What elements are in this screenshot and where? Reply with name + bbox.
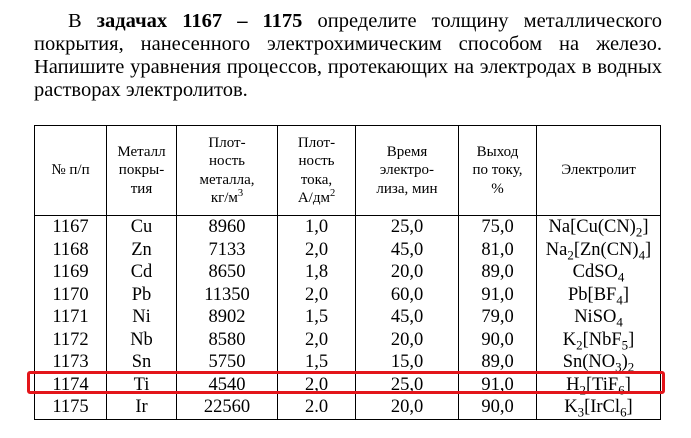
cell-yield: 89,0 <box>459 351 537 374</box>
cell-metal: Pb <box>107 284 177 307</box>
cell-electrolyte: $K_2[NbF_5]$ <box>537 329 661 352</box>
table-header-row <box>35 126 661 216</box>
cell-current-density: 1,0 <box>278 216 356 239</box>
intro-rest: определите толщину металлического покрытия, нанесенного электрохимическим способом на железо. Напишите уравнения процессов, протекающих на электродах в водных растворах электролитов. <box>34 10 662 101</box>
cell-time: 15,0 <box>356 351 459 374</box>
cell-number: 1172 <box>35 329 107 352</box>
cell-metal: Ti <box>107 374 177 397</box>
cell-electrolyte: NiSO$_4$ <box>537 306 661 329</box>
cell-metal: Nb <box>107 329 177 352</box>
table-row <box>35 216 661 239</box>
cell-number: 1169 <box>35 261 107 284</box>
cell-electrolyte: $H_2[TiF_6]$ <box>537 374 661 397</box>
cell-time: 45,0 <box>356 239 459 262</box>
cell-density: 8902 <box>177 306 278 329</box>
header-electrolyte: Электролит <box>537 126 661 216</box>
intro-lead: В <box>68 10 97 32</box>
cell-current-density: 1,8 <box>278 261 356 284</box>
cell-yield: 81,0 <box>459 239 537 262</box>
cell-time: 45,0 <box>356 306 459 329</box>
cell-density: 8650 <box>177 261 278 284</box>
table-row <box>35 306 661 329</box>
cell-number: 1175 <box>35 396 107 419</box>
cell-time: 25,0 <box>356 216 459 239</box>
table-row <box>35 396 661 419</box>
table-row <box>35 329 661 352</box>
cell-electrolyte: $Sn(NO_3)_2$ <box>537 351 661 374</box>
cell-number: 1170 <box>35 284 107 307</box>
cell-electrolyte: $Na_2[Zn(CN)_4]$ <box>537 239 661 262</box>
cell-metal: Cd <box>107 261 177 284</box>
cell-current-density: 2,0 <box>278 374 356 397</box>
intro-task-range: задачах 1167 – 1175 <box>96 10 303 32</box>
cell-yield: 90,0 <box>459 329 537 352</box>
table-row <box>35 239 661 262</box>
cell-density: 8580 <box>177 329 278 352</box>
cell-number: 1168 <box>35 239 107 262</box>
problem-statement <box>34 10 662 102</box>
cell-density: 11350 <box>177 284 278 307</box>
cell-number: 1167 <box>35 216 107 239</box>
header-metal: Металл покры- тия <box>107 126 177 216</box>
table-row <box>35 261 661 284</box>
cell-yield: 89,0 <box>459 261 537 284</box>
cell-metal: Ir <box>107 396 177 419</box>
cell-time: 60,0 <box>356 284 459 307</box>
cell-density: 5750 <box>177 351 278 374</box>
cell-yield: 79,0 <box>459 306 537 329</box>
cell-current-density: 2,0 <box>278 284 356 307</box>
header-yield: Выход по току, % <box>459 126 537 216</box>
cell-time: 20,0 <box>356 396 459 419</box>
cell-yield: 91,0 <box>459 284 537 307</box>
table-row <box>35 284 661 307</box>
cell-time: 20,0 <box>356 261 459 284</box>
cell-number: 1171 <box>35 306 107 329</box>
cell-current-density: 2,0 <box>278 239 356 262</box>
header-number: № п/п <box>35 126 107 216</box>
header-current-density: Плот- ность тока, $А/дм^2$ <box>278 126 356 216</box>
cell-current-density: 2,0 <box>278 329 356 352</box>
cell-electrolyte: $Pb[BF_4]$ <box>537 284 661 307</box>
cell-metal: Sn <box>107 351 177 374</box>
cell-density: 22560 <box>177 396 278 419</box>
cell-current-density: 1,5 <box>278 351 356 374</box>
cell-density: 7133 <box>177 239 278 262</box>
cell-yield: 90,0 <box>459 396 537 419</box>
header-time: Время электро- лиза, мин <box>356 126 459 216</box>
header-density: Плот- ность металла, $кг/м^3$ <box>177 126 278 216</box>
cell-density: 8960 <box>177 216 278 239</box>
cell-metal: Zn <box>107 239 177 262</box>
cell-current-density: 1,5 <box>278 306 356 329</box>
cell-time: 25,0 <box>356 374 459 397</box>
cell-current-density: 2.0 <box>278 396 356 419</box>
cell-yield: 75,0 <box>459 216 537 239</box>
cell-density: 4540 <box>177 374 278 397</box>
cell-electrolyte: $Na[Cu(CN)_2]$ <box>537 216 661 239</box>
cell-time: 20,0 <box>356 329 459 352</box>
highlighted-row-frame <box>27 371 665 394</box>
cell-yield: 91,0 <box>459 374 537 397</box>
cell-metal: Cu <box>107 216 177 239</box>
cell-metal: Ni <box>107 306 177 329</box>
cell-electrolyte: CdSO$_4$ <box>537 261 661 284</box>
cell-number: 1174 <box>35 374 107 397</box>
cell-number: 1173 <box>35 351 107 374</box>
cell-electrolyte: $K_3[IrCl_6]$ <box>537 396 661 419</box>
